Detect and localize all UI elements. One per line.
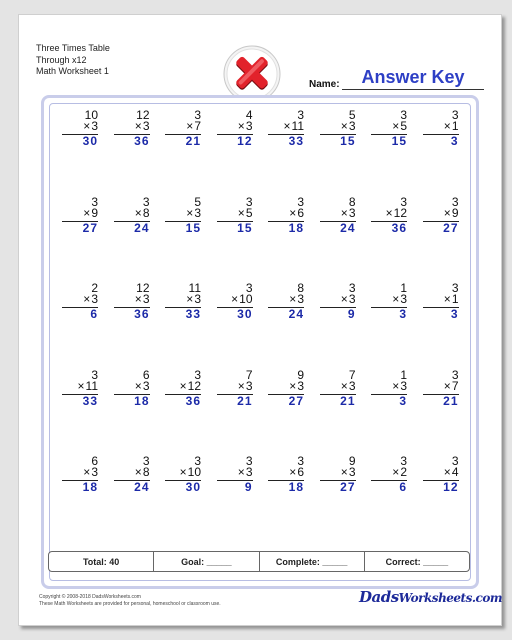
multiplier: 12 [393,205,407,220]
multiplication-problem [217,283,253,321]
multiplication-problem [268,110,304,148]
title-line: Three Times Table [36,43,110,53]
multiplier-line [371,121,407,132]
times-sign: × [289,465,297,479]
multiplier: 3 [194,292,201,306]
multiplier-line [320,467,356,478]
times-sign: × [289,292,297,306]
times-sign: × [179,378,187,393]
answer-value[interactable]: 24 [340,220,356,235]
answer-value[interactable]: 27 [340,480,356,494]
multiplier: 3 [142,292,150,306]
name-label: Name: [309,79,340,90]
multiplier: 3 [297,378,304,393]
answer-value[interactable]: 15 [391,134,407,148]
multiplicand: 8 [348,194,356,209]
times-sign: × [186,292,194,306]
multiplier-line [114,294,150,305]
multiplicand: 11 [188,281,201,295]
multiplication-problem [268,283,304,321]
multiplication-problem [114,110,150,148]
answer-value[interactable]: 21 [185,134,201,148]
multiplicand: 5 [348,108,356,122]
multiplicand: 3 [451,194,459,209]
times-sign: × [392,465,400,479]
times-sign: × [340,465,348,479]
multiplier-line [423,205,459,220]
multiplicand: 3 [297,108,304,122]
times-sign: × [83,465,91,479]
usage-line: These Math Worksheets are provided for personal, homeschool or classroom use. [39,600,221,607]
answer-value[interactable]: 18 [288,480,304,494]
answer-value[interactable]: 3 [399,307,407,321]
multiplicand: 3 [451,454,459,468]
multiplicand: 3 [297,194,304,209]
multiplier-line [114,378,150,393]
multiplicand: 6 [91,454,98,468]
complete-field[interactable]: Complete: _____ [260,552,365,571]
copyright-notice [39,594,221,607]
times-sign: × [443,378,451,393]
multiplier-line [320,294,356,305]
logo-sub: Worksheets.com [398,591,503,605]
multiplicand: 3 [142,454,150,468]
multiplier-line [217,205,253,220]
multiplicand: 8 [297,281,304,295]
answer-value[interactable]: 27 [443,220,459,235]
multiplication-problem [423,194,459,235]
multiplier-line [62,378,98,393]
multiplicand: 12 [136,281,150,295]
multiplier: 9 [91,205,98,220]
answer-value[interactable]: 33 [288,134,304,148]
multiplier: 3 [400,292,407,306]
times-sign: × [340,205,348,220]
multiplication-problem [114,456,150,494]
multiplier: 11 [85,378,98,393]
multiplicand: 1 [400,281,407,295]
multiplier: 9 [451,205,459,220]
subtitle-line: Through x12 [36,54,87,65]
multiplier: 1 [451,292,459,306]
multiplier: 8 [142,205,150,220]
multiplicand: 3 [91,194,98,209]
times-sign: × [237,465,245,479]
times-sign: × [231,292,239,306]
answer-value[interactable]: 33 [82,393,98,408]
multiplier: 7 [451,378,459,393]
multiplicand: 12 [136,108,150,122]
score-bar [48,551,470,572]
multiplication-problem [268,194,304,235]
answer-value[interactable]: 27 [82,220,98,235]
times-sign: × [186,119,194,133]
multiplier-line [217,121,253,132]
multiplication-problem [423,110,459,148]
multiplicand: 3 [245,454,253,468]
multiplicand: 3 [194,367,201,382]
multiplication-problem [62,283,98,321]
multiplier-line [217,378,253,393]
times-sign: × [443,292,451,306]
multiplier: 11 [291,119,304,133]
multiplier-line [371,205,407,220]
multiplicand: 3 [400,194,407,209]
answer-value[interactable]: 21 [443,393,459,408]
answer-value[interactable]: 18 [288,220,304,235]
multiplication-problem [371,194,407,235]
times-sign: × [237,205,245,220]
logo-main: Dads [359,588,399,606]
multiplier-line [423,121,459,132]
times-sign: × [340,292,348,306]
copyright-line: Copyright © 2008-2018 DadsWorksheets.com [39,594,141,600]
multiplier-line [423,294,459,305]
times-sign: × [443,465,451,479]
multiplier-line [371,467,407,478]
multiplier: 7 [194,119,201,133]
times-sign: × [83,292,91,306]
answer-value[interactable]: 9 [347,307,356,321]
multiplication-problem [371,456,407,494]
multiplicand: 9 [297,367,304,382]
answer-value[interactable]: 3 [399,393,407,408]
multiplier: 3 [142,378,150,393]
multiplier: 10 [187,465,201,479]
answer-value[interactable]: 36 [134,307,150,321]
multiplier-line [320,205,356,220]
multiplier-line [217,467,253,478]
answer-value[interactable]: 24 [134,480,150,494]
multiplication-problem [423,367,459,408]
multiplier-line [62,205,98,220]
answer-value[interactable]: 21 [237,393,253,408]
answer-value[interactable]: 15 [237,220,253,235]
answer-value[interactable]: 18 [82,480,98,494]
times-sign: × [134,119,142,133]
multiplication-problem [217,110,253,148]
multiplication-problem [320,283,356,321]
answer-value[interactable]: 30 [237,307,253,321]
multiplication-problem [217,456,253,494]
multiplicand: 9 [348,454,356,468]
multiplication-problem [320,110,356,148]
multiplier: 12 [187,378,201,393]
multiplier-line [423,467,459,478]
multiplier: 3 [348,119,356,133]
multiplier: 2 [400,465,407,479]
answer-value[interactable]: 6 [399,480,407,494]
multiplicand: 3 [348,281,356,295]
multiplier-line [114,121,150,132]
multiplicand: 3 [400,454,407,468]
answer-value[interactable]: 3 [450,134,459,148]
problems-frame [41,95,479,589]
multiplication-problem [62,367,98,408]
times-sign: × [237,119,245,133]
multiplicand: 3 [451,367,459,382]
multiplier: 6 [297,205,304,220]
times-sign: × [77,378,85,393]
multiplication-problem [423,456,459,494]
multiplier: 10 [239,292,253,306]
answer-value[interactable]: 33 [185,307,201,321]
multiplicand: 3 [451,108,459,122]
multiplication-problem [371,283,407,321]
times-sign: × [134,465,142,479]
times-sign: × [392,292,400,306]
answer-value[interactable]: 30 [82,134,98,148]
times-sign: × [289,205,297,220]
multiplier-line [217,294,253,305]
answer-key-field[interactable]: Answer Key [342,65,484,90]
multiplier: 3 [297,292,304,306]
answer-value[interactable]: 36 [391,220,407,235]
multiplication-problem [114,194,150,235]
multiplier: 3 [348,378,356,393]
multiplier-line [268,121,304,132]
multiplication-problem [423,283,459,321]
multiplication-problem [320,456,356,494]
answer-value[interactable]: 36 [134,134,150,148]
multiplier-line [165,205,201,220]
times-sign: × [392,119,400,133]
times-sign: × [134,292,142,306]
multiplication-problem [217,194,253,235]
correct-field[interactable]: Correct: _____ [385,556,449,567]
multiplication-problem [371,110,407,148]
multiplication-problem [114,367,150,408]
multiplier-line [371,294,407,305]
times-sign: × [186,205,194,220]
goal-field[interactable]: Goal: _____ [154,552,259,571]
multiplication-problem [165,283,201,321]
answer-value[interactable]: 18 [134,393,150,408]
answer-value[interactable]: 30 [185,480,201,494]
multiplication-problem [114,283,150,321]
multiplicand: 1 [400,367,407,382]
multiplicand: 7 [245,367,253,382]
multiplicand: 6 [142,367,150,382]
multiplication-problem [165,194,201,235]
dadsworksheets-logo [359,588,502,606]
multiplicand: 3 [194,454,201,468]
multiplier-line [371,378,407,393]
worksheet-page [18,14,502,626]
answer-value[interactable]: 12 [443,480,459,494]
answer-value[interactable]: 21 [340,393,356,408]
answer-value[interactable]: 12 [237,134,253,148]
multiplicand: 3 [142,194,150,209]
answer-value[interactable]: 15 [340,134,356,148]
multiplicand: 3 [400,108,407,122]
multiplier: 3 [142,119,150,133]
multiplier: 3 [400,378,407,393]
multiplier-line [320,378,356,393]
times-sign: × [443,205,451,220]
problems-frame-inner [49,103,471,581]
times-sign: × [340,378,348,393]
multiplicand: 2 [91,281,98,295]
multiplier: 3 [348,205,356,220]
multiplier-line [62,294,98,305]
times-sign: × [289,378,297,393]
answer-value[interactable]: 36 [185,393,201,408]
multiplier: 8 [142,465,150,479]
answer-value[interactable]: 6 [90,307,98,321]
multiplier: 3 [245,378,253,393]
total-count: Total: 40 [49,552,154,571]
multiplier: 1 [451,119,459,133]
multiplier-line [165,467,201,478]
multiplier: 3 [91,292,98,306]
times-sign: × [283,119,291,133]
answer-value[interactable]: 24 [288,307,304,321]
multiplier: 3 [91,465,98,479]
multiplier-line [165,294,201,305]
times-sign: × [83,119,91,133]
multiplicand: 10 [84,108,98,122]
multiplication-problem [268,367,304,408]
times-sign: × [340,119,348,133]
multiplier-line [62,467,98,478]
multiplication-problem [320,194,356,235]
answer-value[interactable]: 15 [185,220,201,235]
answer-value[interactable]: 3 [450,307,459,321]
multiplier-line [268,205,304,220]
multiplier-line [268,378,304,393]
multiplier: 3 [245,119,253,133]
multiplier-line [165,378,201,393]
multiplier: 4 [451,465,459,479]
answer-value[interactable]: 24 [134,220,150,235]
times-sign: × [179,465,187,479]
multiplicand: 3 [245,281,253,295]
multiplicand: 3 [91,367,98,382]
multiplication-problem [217,367,253,408]
multiplicand: 7 [348,367,356,382]
multiplication-problem [62,110,98,148]
multiplier-line [320,121,356,132]
multiplier: 3 [91,119,98,133]
multiplier: 3 [194,205,201,220]
multiplication-problem [165,367,201,408]
multiplication-problem [268,456,304,494]
multiplicand: 3 [194,108,201,122]
multiplier: 5 [245,205,253,220]
multiplication-problem [165,456,201,494]
multiplier: 3 [348,292,356,306]
multiplier: 3 [245,465,253,479]
multiplier: 6 [297,465,304,479]
times-sign: × [385,205,393,220]
multiplicand: 3 [451,281,459,295]
multiplier: 5 [400,119,407,133]
multiplication-problem [62,194,98,235]
times-sign: × [134,378,142,393]
times-sign: × [443,119,451,133]
times-sign: × [392,378,400,393]
answer-value[interactable]: 27 [288,393,304,408]
multiplier-line [165,121,201,132]
multiplication-problem [320,367,356,408]
multiplicand: 3 [297,454,304,468]
multiplication-problem [62,456,98,494]
times-sign: × [134,205,142,220]
multiplier-line [62,121,98,132]
worksheet-title [36,43,110,78]
multiplier-line [268,294,304,305]
multiplier: 3 [348,465,356,479]
multiplier-line [114,467,150,478]
multiplication-problem [371,367,407,408]
multiplicand: 4 [245,108,253,122]
times-sign: × [83,205,91,220]
multiplicand: 5 [194,194,201,209]
times-sign: × [237,378,245,393]
multiplication-problem [165,110,201,148]
multiplier-line [268,467,304,478]
worksheet-number: Math Worksheet 1 [36,66,109,76]
multiplier-line [114,205,150,220]
answer-value[interactable]: 9 [244,480,253,494]
multiplier-line [423,378,459,393]
multiplicand: 3 [245,194,253,209]
